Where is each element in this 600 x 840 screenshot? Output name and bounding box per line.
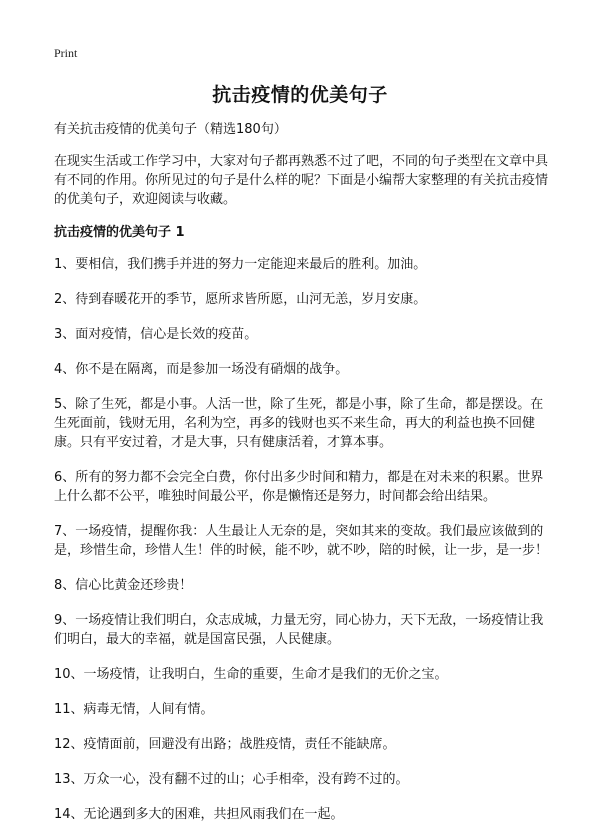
article-body <box>54 120 554 840</box>
list-item: 10、一场疫情，让我明白，生命的重要，生命才是我们的无价之宝。 <box>54 667 448 682</box>
list-item: 12、疫情面前，回避没有出路；战胜疫情，责任不能缺席。 <box>54 737 396 752</box>
list-item: 14、无论遇到多大的困难，共担风雨我们在一起。 <box>54 807 344 822</box>
list-item: 6、所有的努力都不会完全白费，你付出多少时间和精力，都是在对未来的积累。世界上什么都不公平，唯独时间最公平，你是懒惰还是努力，时间都会给出结果。 <box>54 470 544 504</box>
list-item: 8、信心比黄金还珍贵！ <box>54 578 193 593</box>
list-item: 5、除了生死，都是小事。人活一世，除了生死，都是小事，除了生命，都是摆设。在生死面前，钱财无用，名利为空，再多的钱财也买不来生命，再大的利益也换不回健康。只有平安过着，才是大事，只有健康活着，才算本事。 <box>54 397 544 450</box>
list-item: 1、要相信，我们携手并进的努力一定能迎来最后的胜利。加油。 <box>54 257 427 272</box>
list-item: 2、待到春暖花开的季节，愿所求皆所愿，山河无恙，岁月安康。 <box>54 292 427 307</box>
list-item: 13、万众一心，没有翻不过的山；心手相牵，没有跨不过的。 <box>54 772 409 787</box>
intro-paragraph: 在现实生活或工作学习中，大家对句子都再熟悉不过了吧，不同的句子类型在文章中具有不同的作用。你所见过的句子是什么样的呢？下面是小编帮大家整理的有关抗击疫情的优美句子，欢迎阅读与收藏。 <box>54 154 549 207</box>
list-item: 3、面对疫情，信心是长效的疫苗。 <box>54 327 258 342</box>
list-item: 4、你不是在隔离，而是参加一场没有硝烟的战争。 <box>54 362 349 377</box>
section-heading: 抗击疫情的优美句子 1 <box>54 225 185 240</box>
print-link[interactable]: Print <box>54 46 78 60</box>
list-item: 9、一场疫情让我们明白，众志成城，力量无穷，同心协力，天下无敌，一场疫情让我们明白，最大的幸福，就是国富民强，人民健康。 <box>54 613 544 647</box>
list-item: 7、一场疫情，提醒你我：人生最让人无奈的是，突如其来的变故。我们最应该做到的是，珍惜生命，珍惜人生！伴的时候，能不吵，就不吵，陪的时候，让一步，是一步！ <box>54 524 549 558</box>
list-item: 11、病毒无情，人间有情。 <box>54 702 214 717</box>
article-subtitle: 有关抗击疫情的优美句子（精选180句） <box>54 122 287 137</box>
page-title: 抗击疫情的优美句子 <box>212 84 388 106</box>
